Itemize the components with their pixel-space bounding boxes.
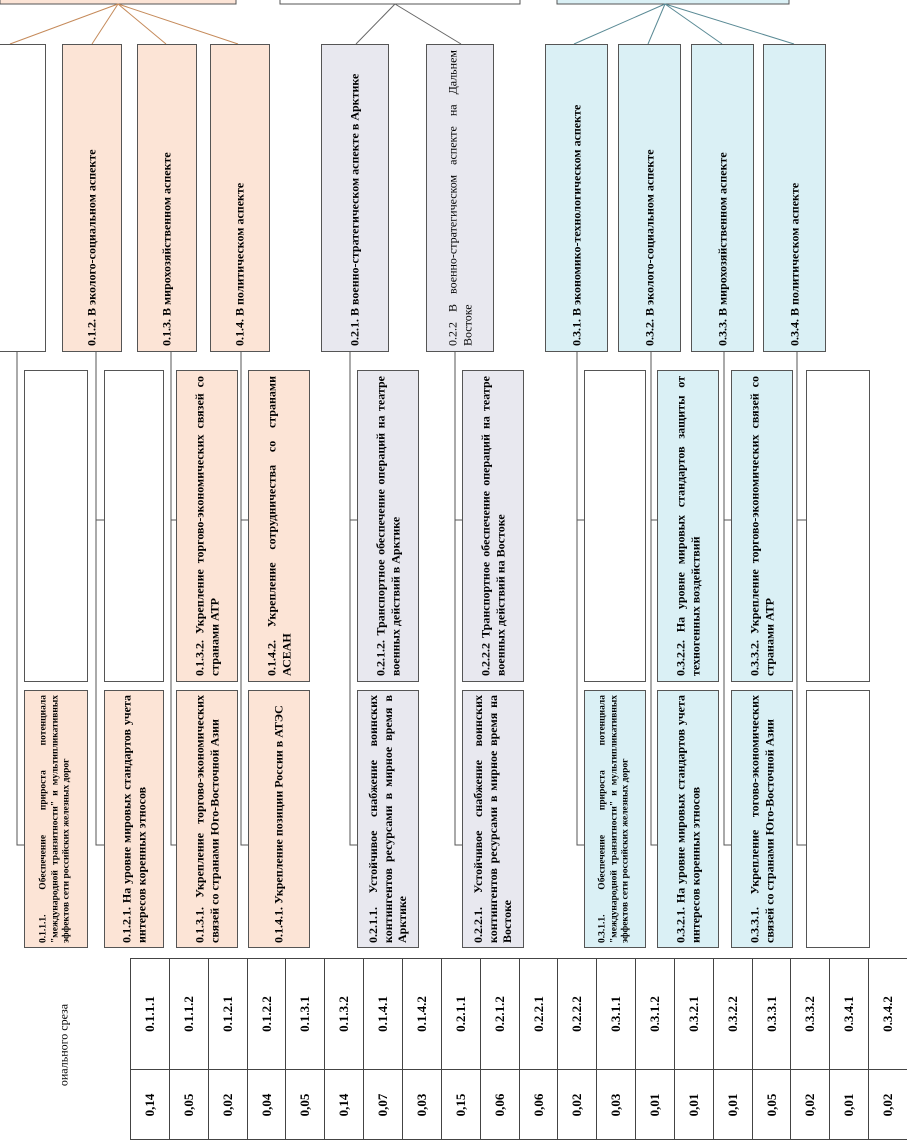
- table-code-cell: [324, 958, 364, 1070]
- table-value: 0,05: [181, 1093, 196, 1116]
- level3-bottom-box-0.2.1.1: [357, 690, 419, 948]
- box-text: 0.3.1.1. Обеспечение прироста потенциала "международной транзитности" и мультипликативных эффектов сети российских железных дорог: [597, 695, 631, 943]
- table-code-cell: [130, 958, 170, 1070]
- table-value: 0,14: [336, 1093, 351, 1116]
- table-code: 0.3.3.1: [763, 996, 779, 1032]
- table-code: 0.1.4.1: [375, 996, 390, 1032]
- table-code: 0.3.3.2: [802, 996, 817, 1032]
- table-value: 0,02: [220, 1093, 235, 1116]
- table-value: 0,06: [530, 1093, 546, 1116]
- table-value: 0,01: [841, 1093, 856, 1116]
- table-code-cell: [519, 958, 558, 1070]
- label: В политическом аспекте: [232, 182, 247, 316]
- table-value: 0,01: [725, 1093, 740, 1116]
- label: В военно-стратегическом аспекте в Арктике: [347, 73, 362, 316]
- label: В военно-стратегическом аспекте на Дальнем Востоке: [445, 50, 474, 346]
- level3-top-box-0.2.1.2: [357, 370, 419, 682]
- table-code-cell: [557, 958, 597, 1070]
- table-code: 0.1.3.2: [336, 996, 351, 1032]
- table-value-cell: [363, 1069, 403, 1140]
- level3-top-box-9: [806, 370, 870, 682]
- table-value-cell: [402, 1069, 442, 1140]
- box-text: 0.1.3.1. Укрепление торгово-экономических связей со странами Юго-Восточной Азии: [192, 695, 221, 943]
- table-code-cell: [635, 958, 675, 1070]
- box-text: 0.3.3.1. Укрепление тогово-экономических связей со странами Юго-Восточной Азии: [747, 695, 776, 943]
- level2-box-0.3.1: [545, 44, 608, 352]
- table-value-cell: [868, 1069, 907, 1140]
- box-text: 0.3.2.2. На уровне мировых стандартов защиты от техногенных воздействий: [673, 376, 702, 676]
- level3-top-box-0.1.3.2: [176, 370, 238, 682]
- box-text: 0.1.2.1. На уровне мировых стандартов учета интересов коренных этносов: [119, 695, 148, 943]
- level3-bottom-box-0.3.2.1: [657, 690, 719, 948]
- level3-bottom-box-0.2.2.1: [462, 690, 524, 948]
- table-value: 0,01: [686, 1093, 701, 1116]
- code: 0.1.3.: [159, 319, 174, 346]
- table-code-cell: [868, 958, 907, 1070]
- label: В экономико-технологическом аспекте: [569, 104, 584, 316]
- box-text: 0.2.2.2 Транспортное обеспечение операций на театре военных действий на Востоке: [478, 376, 507, 676]
- label: В эколого-социальном аспекте: [84, 149, 99, 316]
- label: В политическом аспекте: [787, 182, 802, 316]
- table-value: 0,15: [453, 1093, 468, 1116]
- table-code-cell: [363, 958, 403, 1070]
- table-value: 0,07: [375, 1093, 390, 1116]
- box-text: 0.1.4.1. Укрепление позиции России в АТЭС: [271, 705, 286, 943]
- table-value: 0,05: [297, 1093, 312, 1116]
- table-value-cell: [324, 1069, 364, 1140]
- level3-bottom-box-0.1.4.1: [248, 690, 310, 948]
- table-code: 0.3.1.1: [608, 996, 623, 1032]
- table-code-cell: [247, 958, 286, 1070]
- table-value: 0,06: [492, 1093, 507, 1116]
- table-code: 0.3.2.1: [686, 996, 701, 1032]
- label: В мирохозяйственном аспекте: [159, 152, 174, 316]
- table-value-cell: [596, 1069, 636, 1140]
- table-value: 0,01: [647, 1093, 662, 1116]
- table-code-cell: [713, 958, 753, 1070]
- table-code: 0.1.2.1: [220, 996, 235, 1032]
- table-value-cell: [130, 1069, 170, 1140]
- table-code: 0.3.4.2: [880, 996, 895, 1032]
- level2-box-0.3.3: [691, 44, 754, 352]
- level3-bottom-box-0.1.1.1: [24, 690, 88, 948]
- code: 0.1.2.: [84, 319, 99, 346]
- code: 0.2.1.: [347, 319, 362, 346]
- box-text: 0.2.1.2. Транспортное обеспечение операций на театре военных действий в Арктике: [373, 376, 402, 676]
- label: В мирохозяйственном аспекте: [715, 152, 730, 316]
- level3-top-box-1: [104, 370, 164, 682]
- level2-box-0.3.4: [763, 44, 826, 352]
- box-text: 0.2.2.1. Устойчивое снабжение воинских контингентов ресурсами в мирное время на Востоке: [471, 695, 515, 943]
- box-text: 0.1.3.2. Укрепление торгово-экономических связей со странами АТР: [192, 376, 221, 676]
- table-value-cell: [519, 1069, 558, 1140]
- table-side-label: оиального среза: [56, 1003, 71, 1087]
- level3-top-box-0: [24, 370, 88, 682]
- table-value: 0,02: [569, 1093, 584, 1116]
- level2-box-0.1.2: [62, 44, 122, 352]
- level3-top-box-0.2.2.2: [462, 370, 524, 682]
- box-text: 0.3.2.1. На уровне мировых стандартов учета интересов коренных этносов: [673, 695, 702, 943]
- table-code-cell: [480, 958, 520, 1070]
- box-text: 0.3.3.2. Укрепление торгово-экономических связей со странами АТР: [747, 376, 776, 676]
- table-code-cell: [402, 958, 442, 1070]
- table-value-cell: [713, 1069, 753, 1140]
- level3-bottom-box-0.1.3.1: [176, 690, 238, 948]
- table-code-cell: [208, 958, 248, 1070]
- table-code-cell: [674, 958, 714, 1070]
- table-code: 0.3.4.1: [841, 996, 856, 1032]
- table-value-cell: [557, 1069, 597, 1140]
- code: 0.3.1.: [569, 319, 584, 346]
- table-code-cell: [790, 958, 830, 1070]
- table-value-cell: [829, 1069, 869, 1140]
- table-value-cell: [169, 1069, 209, 1140]
- level3-top-box-0.1.4.2: [248, 370, 310, 682]
- code: 0.2.2: [445, 322, 460, 346]
- code: 0.3.3.: [715, 319, 730, 346]
- table-value: 0,03: [414, 1093, 429, 1116]
- table-code: 0.2.2.1: [530, 996, 546, 1032]
- table-code: 0.1.1.1: [142, 996, 157, 1032]
- box-text: 0.1.1.1. Обеспечение прироста потенциала "международной транзитности" и мультипликативных эффектов сети российских железных дорог: [38, 695, 72, 943]
- table-value-cell: [480, 1069, 520, 1140]
- table-value-cell: [441, 1069, 481, 1140]
- table-value-cell: [247, 1069, 286, 1140]
- table-code-cell: [752, 958, 791, 1070]
- level2-box-0: [0, 44, 46, 352]
- table-code: 0.1.3.1: [297, 996, 312, 1032]
- box-text: 0.1.4.2. Укрепление сотрудничества со странами АСЕАН: [264, 376, 293, 676]
- table-code-cell: [441, 958, 481, 1070]
- level3-bottom-box-9: [806, 690, 870, 948]
- level2-box-0.2.1: [321, 44, 389, 352]
- level3-top-box-6: [584, 370, 646, 682]
- table-code: 0.1.1.2: [181, 996, 196, 1032]
- code: 0.3.4.: [787, 319, 802, 346]
- table-value: 0,02: [880, 1093, 895, 1116]
- level2-box-0.1.3: [137, 44, 197, 352]
- table-value: 0,04: [258, 1093, 274, 1116]
- table-value: 0,02: [802, 1093, 817, 1116]
- box-text: 0.2.1.1. Устойчивое снабжение воинских контингентов ресурсами в мирное время в Арктике: [366, 695, 410, 943]
- level3-top-box-0.3.2.2: [657, 370, 719, 682]
- table-code-cell: [596, 958, 636, 1070]
- table-value: 0,03: [608, 1093, 623, 1116]
- table-value-cell: [752, 1069, 791, 1140]
- table-value-cell: [208, 1069, 248, 1140]
- code: 0.3.2.: [642, 319, 657, 346]
- level2-box-0.1.4: [210, 44, 270, 352]
- table-value-cell: [790, 1069, 830, 1140]
- table-code: 0.2.1.1: [453, 996, 468, 1032]
- table-code-cell: [285, 958, 325, 1070]
- level3-bottom-box-0.3.3.1: [731, 690, 793, 948]
- table-value: 0,05: [763, 1093, 779, 1116]
- table-value-cell: [635, 1069, 675, 1140]
- table-code: 0.3.2.2: [725, 996, 740, 1032]
- level3-bottom-box-0.3.1.1: [584, 690, 646, 948]
- label: В эколого-социальном аспекте: [642, 149, 657, 316]
- table-code: 0.2.1.2: [492, 996, 507, 1032]
- level2-box-0.3.2: [618, 44, 681, 352]
- code: 0.1.4.: [232, 319, 247, 346]
- table-code-cell: [169, 958, 209, 1070]
- table-code: 0.3.1.2: [647, 996, 662, 1032]
- table-code: 0.1.4.2: [414, 996, 429, 1032]
- table-value-cell: [285, 1069, 325, 1140]
- level2-box-0.2.2: [426, 44, 494, 352]
- table-value-cell: [674, 1069, 714, 1140]
- level3-top-box-0.3.3.2: [731, 370, 793, 682]
- level3-bottom-box-0.1.2.1: [104, 690, 164, 948]
- table-code: 0.1.2.2: [258, 996, 274, 1032]
- table-value: 0,14: [142, 1093, 157, 1116]
- table-code-cell: [829, 958, 869, 1070]
- table-code: 0.2.2.2: [569, 996, 584, 1032]
